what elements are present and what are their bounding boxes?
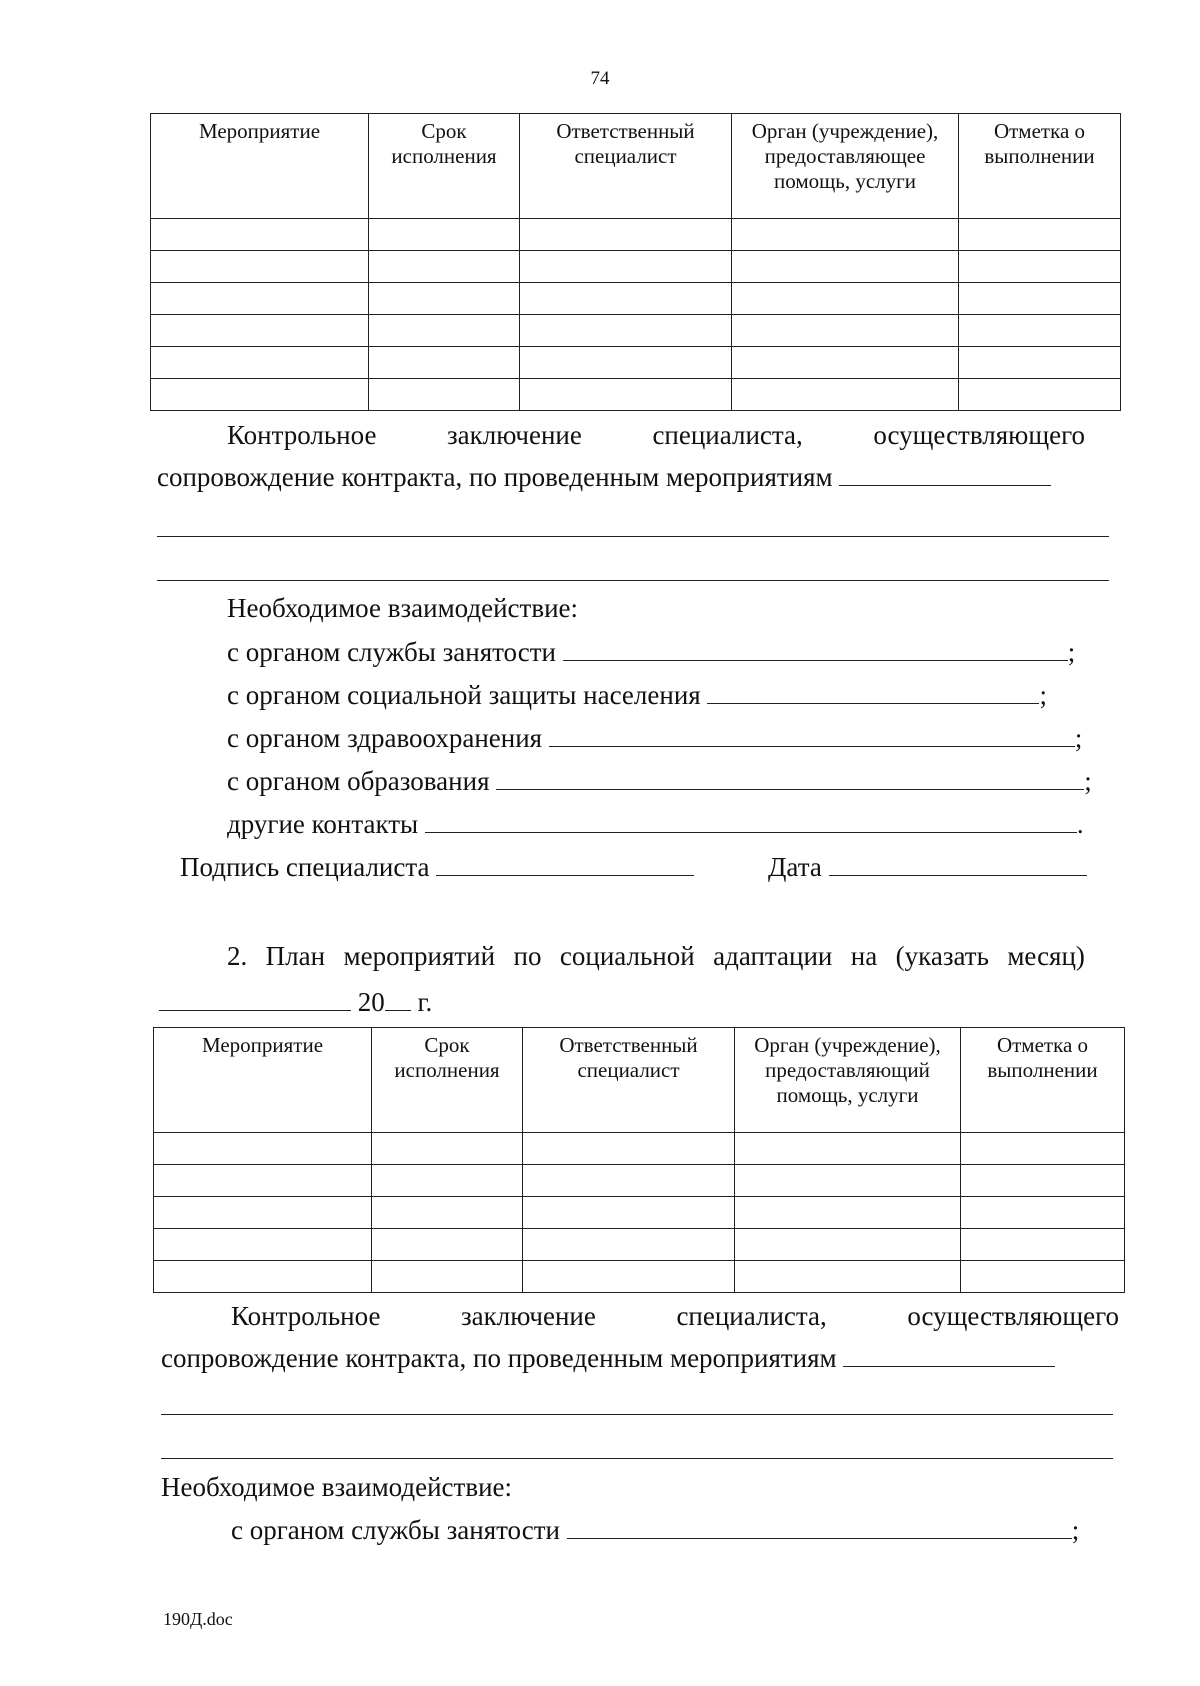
interaction-education bbox=[227, 766, 1092, 797]
conclusion-word: Контрольное bbox=[231, 1301, 381, 1331]
conclusion-blank[interactable] bbox=[839, 463, 1051, 486]
table-cell[interactable] bbox=[732, 347, 959, 379]
table-header-row bbox=[151, 114, 1121, 219]
table-cell[interactable] bbox=[372, 1197, 523, 1229]
table-cell[interactable] bbox=[959, 283, 1121, 315]
table-row bbox=[154, 1133, 1125, 1165]
table-cell[interactable] bbox=[151, 219, 369, 251]
employment-blank[interactable] bbox=[567, 1516, 1072, 1539]
table-cell[interactable] bbox=[369, 379, 520, 411]
table-cell[interactable] bbox=[735, 1261, 961, 1293]
conclusion-blank[interactable] bbox=[843, 1344, 1055, 1367]
header-responsible: Ответственный специалист bbox=[520, 114, 732, 219]
table-cell[interactable] bbox=[959, 379, 1121, 411]
education-blank[interactable] bbox=[496, 767, 1084, 790]
conclusion-word: осуществляющего bbox=[907, 1301, 1119, 1331]
activities-table-2 bbox=[153, 1027, 1125, 1293]
table-cell[interactable] bbox=[369, 283, 520, 315]
table-cell[interactable] bbox=[369, 219, 520, 251]
table-header-row bbox=[154, 1028, 1125, 1133]
table-row bbox=[151, 251, 1121, 283]
interaction-employment-2 bbox=[231, 1515, 1079, 1546]
table-cell[interactable] bbox=[520, 347, 732, 379]
year-prefix: 20 bbox=[357, 987, 385, 1017]
table-cell[interactable] bbox=[959, 219, 1121, 251]
table-cell[interactable] bbox=[154, 1229, 372, 1261]
table-cell[interactable] bbox=[520, 251, 732, 283]
table-cell[interactable] bbox=[961, 1197, 1125, 1229]
health-blank[interactable] bbox=[549, 724, 1075, 747]
interaction-heading: Необходимое взаимодействие: bbox=[227, 593, 579, 623]
table-cell[interactable] bbox=[154, 1133, 372, 1165]
conclusion-blank-line[interactable] bbox=[161, 1458, 1113, 1459]
table-cell[interactable] bbox=[154, 1165, 372, 1197]
table-cell[interactable] bbox=[523, 1133, 735, 1165]
plan2-word: (указать bbox=[895, 941, 989, 971]
table-cell[interactable] bbox=[520, 379, 732, 411]
table-cell[interactable] bbox=[372, 1133, 523, 1165]
table-cell[interactable] bbox=[732, 219, 959, 251]
table-cell[interactable] bbox=[732, 283, 959, 315]
table-cell[interactable] bbox=[961, 1229, 1125, 1261]
table-row bbox=[151, 219, 1121, 251]
conclusion-text: сопровождение контракта, по проведенным мероприятиям bbox=[161, 1343, 837, 1373]
table-row bbox=[154, 1261, 1125, 1293]
document-filename: 190Д.doc bbox=[163, 1609, 233, 1629]
table-cell[interactable] bbox=[735, 1197, 961, 1229]
table-cell[interactable] bbox=[961, 1165, 1125, 1197]
header-activity: Мероприятие bbox=[154, 1028, 372, 1133]
conclusion-word: специалиста, bbox=[652, 420, 803, 450]
date-blank[interactable] bbox=[829, 853, 1087, 876]
table-cell[interactable] bbox=[151, 379, 369, 411]
conclusion-2-line-1 bbox=[231, 1301, 1119, 1332]
table-row bbox=[151, 283, 1121, 315]
header-organization: Орган (учреждение), предоставляющее помощь, услуги bbox=[732, 114, 959, 219]
social-blank[interactable] bbox=[707, 681, 1039, 704]
other-blank[interactable] bbox=[425, 810, 1077, 833]
table-cell[interactable] bbox=[369, 251, 520, 283]
page-number: 74 bbox=[590, 68, 610, 89]
interaction-label: с органом здравоохранения bbox=[227, 723, 543, 753]
interaction-label: с органом службы занятости bbox=[227, 637, 556, 667]
year-suffix: г. bbox=[417, 987, 433, 1017]
signature-row bbox=[180, 852, 694, 883]
conclusion-word: Контрольное bbox=[227, 420, 377, 450]
punct: . bbox=[1076, 809, 1084, 839]
table-cell[interactable] bbox=[961, 1133, 1125, 1165]
interaction-heading-2: Необходимое взаимодействие: bbox=[161, 1472, 513, 1502]
table-row bbox=[154, 1165, 1125, 1197]
plan2-word: на bbox=[850, 941, 878, 971]
date-row bbox=[768, 852, 1087, 883]
header-deadline: Срок исполнения bbox=[369, 114, 520, 219]
table-cell[interactable] bbox=[523, 1197, 735, 1229]
table-cell[interactable] bbox=[151, 251, 369, 283]
conclusion-word: осуществляющего bbox=[873, 420, 1085, 450]
interaction-other bbox=[227, 809, 1084, 840]
punct: ; bbox=[1039, 680, 1047, 710]
table-cell[interactable] bbox=[520, 219, 732, 251]
conclusion-blank-line[interactable] bbox=[157, 580, 1109, 581]
plan2-word: социальной bbox=[559, 941, 695, 971]
table-row bbox=[151, 315, 1121, 347]
conclusion-blank-line[interactable] bbox=[157, 536, 1109, 537]
conclusion-word: заключение bbox=[461, 1301, 596, 1331]
header-responsible: Ответственный специалист bbox=[523, 1028, 735, 1133]
plan2-word: адаптации bbox=[713, 941, 833, 971]
table-cell[interactable] bbox=[959, 347, 1121, 379]
conclusion-line-1 bbox=[227, 420, 1085, 451]
table-cell[interactable] bbox=[154, 1197, 372, 1229]
table-cell[interactable] bbox=[369, 347, 520, 379]
activities-table-1 bbox=[150, 113, 1121, 411]
conclusion-word: заключение bbox=[447, 420, 582, 450]
employment-blank[interactable] bbox=[563, 638, 1068, 661]
table-cell[interactable] bbox=[369, 315, 520, 347]
table-row bbox=[151, 347, 1121, 379]
plan2-word: мероприятий bbox=[343, 941, 496, 971]
table-cell[interactable] bbox=[523, 1165, 735, 1197]
table-cell[interactable] bbox=[523, 1229, 735, 1261]
punct: ; bbox=[1084, 766, 1092, 796]
date-label: Дата bbox=[768, 852, 822, 882]
table-cell[interactable] bbox=[735, 1133, 961, 1165]
plan2-word: 2. bbox=[227, 941, 248, 971]
year-blank[interactable] bbox=[385, 988, 411, 1011]
conclusion-2-line-2 bbox=[161, 1343, 1055, 1374]
plan2-word: План bbox=[265, 941, 326, 971]
plan2-word: месяц) bbox=[1007, 941, 1085, 971]
table-row bbox=[154, 1197, 1125, 1229]
interaction-label: с органом службы занятости bbox=[231, 1515, 560, 1545]
header-organization: Орган (учреждение), предоставляющий помощь, услуги bbox=[735, 1028, 961, 1133]
table-cell[interactable] bbox=[372, 1261, 523, 1293]
month-blank[interactable] bbox=[159, 988, 351, 1011]
header-deadline: Срок исполнения bbox=[372, 1028, 523, 1133]
table-cell[interactable] bbox=[151, 283, 369, 315]
table-cell[interactable] bbox=[520, 315, 732, 347]
table-cell[interactable] bbox=[372, 1229, 523, 1261]
table-cell[interactable] bbox=[520, 283, 732, 315]
table-cell[interactable] bbox=[372, 1165, 523, 1197]
header-completion-mark: Отметка о выполнении bbox=[961, 1028, 1125, 1133]
plan2-heading-line-2 bbox=[159, 987, 432, 1018]
punct: ; bbox=[1074, 723, 1083, 753]
interaction-social bbox=[227, 680, 1047, 711]
interaction-employment bbox=[227, 637, 1075, 668]
conclusion-line-2 bbox=[157, 462, 1051, 493]
punct: ; bbox=[1071, 1515, 1080, 1545]
header-activity: Мероприятие bbox=[151, 114, 369, 219]
plan2-word: по bbox=[513, 941, 542, 971]
table-cell[interactable] bbox=[959, 315, 1121, 347]
table-cell[interactable] bbox=[151, 347, 369, 379]
table-cell[interactable] bbox=[732, 379, 959, 411]
interaction-label: с органом социальной защиты населения bbox=[227, 680, 701, 710]
interaction-label: с органом образования bbox=[227, 766, 490, 796]
table-row bbox=[151, 379, 1121, 411]
table-cell[interactable] bbox=[959, 251, 1121, 283]
table-cell[interactable] bbox=[732, 315, 959, 347]
table-cell[interactable] bbox=[735, 1165, 961, 1197]
conclusion-blank-line[interactable] bbox=[161, 1414, 1113, 1415]
table-cell[interactable] bbox=[154, 1261, 372, 1293]
signature-blank[interactable] bbox=[436, 853, 694, 876]
table-cell[interactable] bbox=[961, 1261, 1125, 1293]
punct: ; bbox=[1067, 637, 1076, 667]
header-completion-mark: Отметка о выполнении bbox=[959, 114, 1121, 219]
plan2-heading-line-1 bbox=[227, 941, 1085, 972]
signature-label: Подпись специалиста bbox=[180, 852, 430, 882]
conclusion-text: сопровождение контракта, по проведенным мероприятиям bbox=[157, 462, 833, 492]
conclusion-word: специалиста, bbox=[676, 1301, 827, 1331]
table-cell[interactable] bbox=[523, 1261, 735, 1293]
table-cell[interactable] bbox=[732, 251, 959, 283]
interaction-health bbox=[227, 723, 1082, 754]
table-row bbox=[154, 1229, 1125, 1261]
table-cell[interactable] bbox=[735, 1229, 961, 1261]
table-cell[interactable] bbox=[151, 315, 369, 347]
interaction-label: другие контакты bbox=[227, 809, 419, 839]
